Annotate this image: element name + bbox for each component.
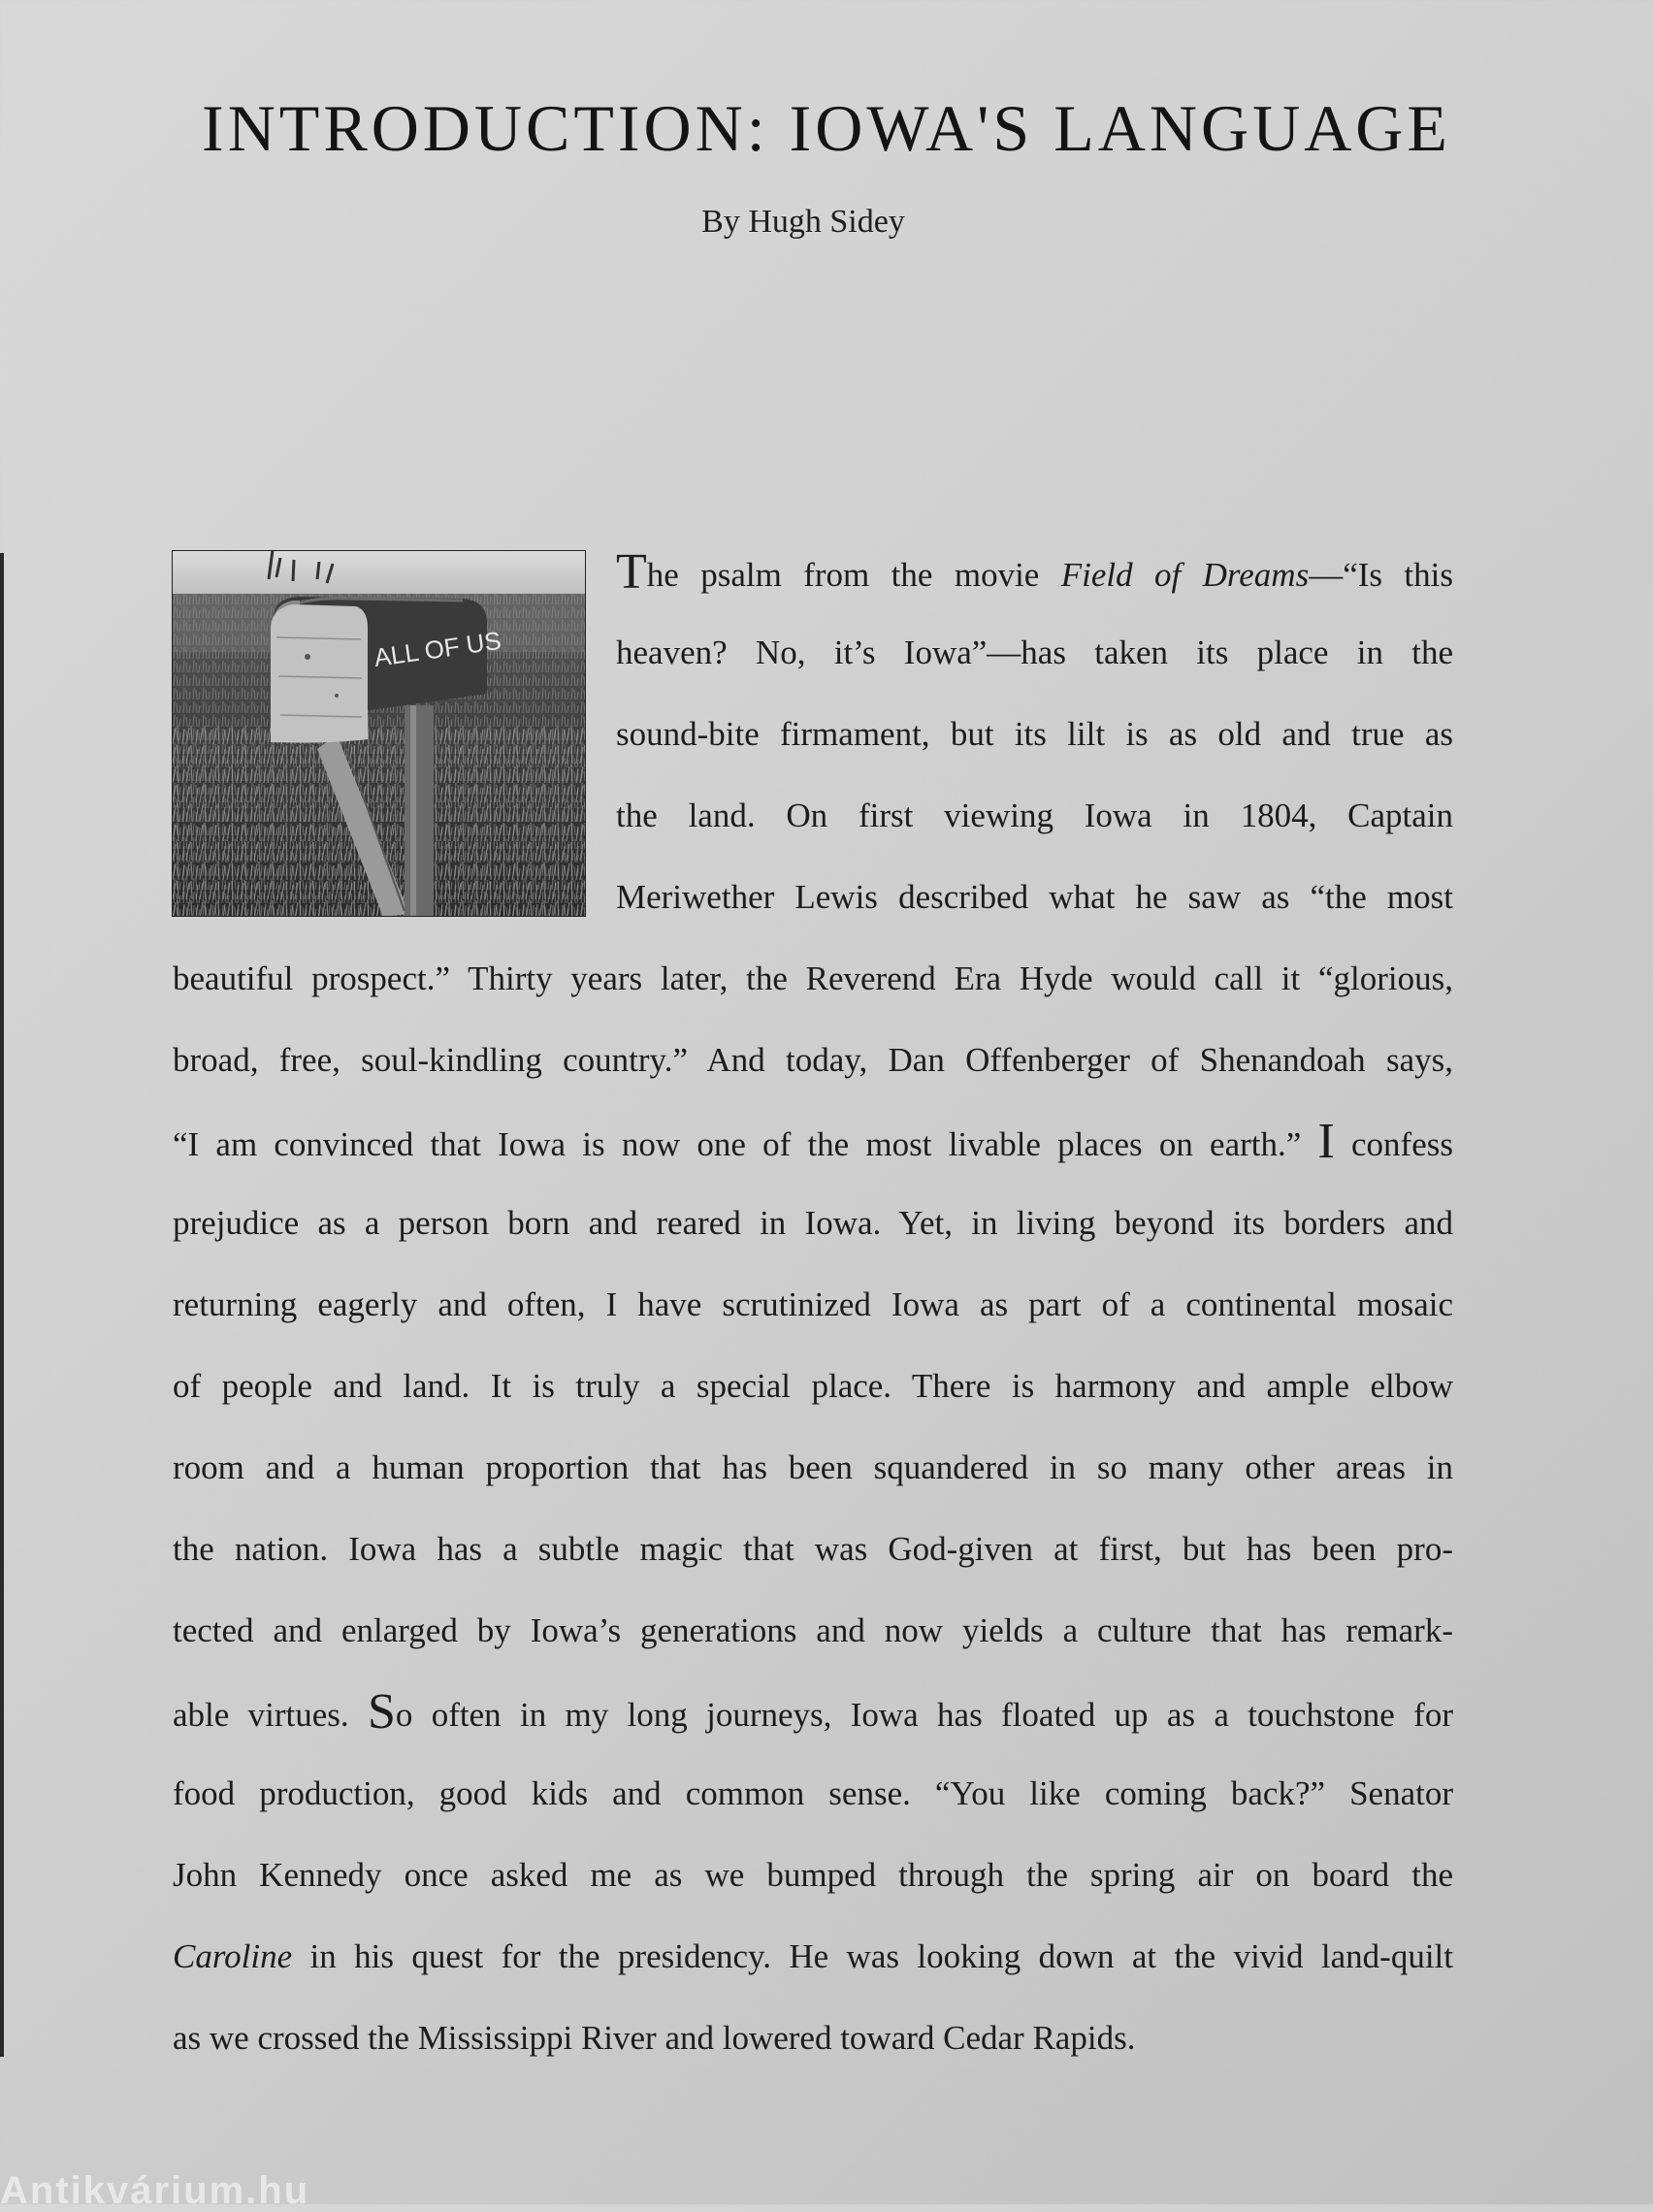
text-line-16: food production, good kids and common sense. “You like coming back?” Senator xyxy=(173,1774,1453,1812)
drop-initial-s: S xyxy=(367,1684,396,1740)
text-line-2: heaven? No, it’s Iowa”—has taken its place in the xyxy=(616,634,1453,671)
drop-initial-i: I xyxy=(1317,1114,1335,1169)
movie-title: Field of Dreams xyxy=(1060,556,1310,594)
mailbox-graffiti: ALL OF US xyxy=(372,625,503,672)
text-line-8: “I am convinced that Iowa is now one of the most livable places on earth.” I confess xyxy=(173,1114,1453,1169)
text-line-17: John Kennedy once asked me as we bumped through the spring air on board the xyxy=(173,1856,1453,1894)
text-line-6: beautiful prospect.” Thirty years later, the Reverend Era Hyde would call it “glorious, xyxy=(173,960,1453,997)
text-line-3: sound-bite firmament, but its lilt is as old and true as xyxy=(616,715,1453,753)
text-line-7: broad, free, soul-kindling country.” And today, Dan Offenberger of Shenandoah says, xyxy=(173,1041,1453,1079)
text-line-14: tected and enlarged by Iowa’s generations and now yields a culture that has remark- xyxy=(173,1611,1453,1649)
watermark: Antikvárium.hu xyxy=(0,2169,310,2212)
text-line-13: the nation. Iowa has a subtle magic that was God-given at first, but has been pro- xyxy=(173,1530,1453,1568)
text-line-4: the land. On first viewing Iowa in 1804, Captain xyxy=(616,797,1453,834)
text-line-1: The psalm from the movie Field of Dreams—“Is this xyxy=(616,544,1453,600)
drop-initial-t: T xyxy=(616,544,647,600)
text-line-15: able virtues. So often in my long journeys, Iowa has floated up as a touchstone for xyxy=(173,1684,1453,1740)
text-line-19: as we crossed the Mississippi River and lowered toward Cedar Rapids. xyxy=(173,2019,1136,2057)
text-line-9: prejudice as a person born and reared in Iowa. Yet, in living beyond its borders and xyxy=(173,1204,1453,1242)
text-line-11: of people and land. It is truly a special place. There is harmony and ample elbow xyxy=(173,1367,1453,1405)
byline: By Hugh Sidey xyxy=(701,204,905,240)
plane-name: Caroline xyxy=(173,1937,293,1975)
text-line-5: Meriwether Lewis described what he saw as “the most xyxy=(616,878,1453,916)
text-line-18: Caroline in his quest for the presidency. He was looking down at the vivid land-quilt xyxy=(173,1937,1453,1975)
page-title: INTRODUCTION: IOWA'S LANGUAGE xyxy=(202,91,1451,165)
text-line-12: room and a human proportion that has been squandered in so many other areas in xyxy=(173,1448,1453,1486)
text-line-10: returning eagerly and often, I have scrutinized Iowa as part of a continental mosaic xyxy=(173,1285,1453,1323)
